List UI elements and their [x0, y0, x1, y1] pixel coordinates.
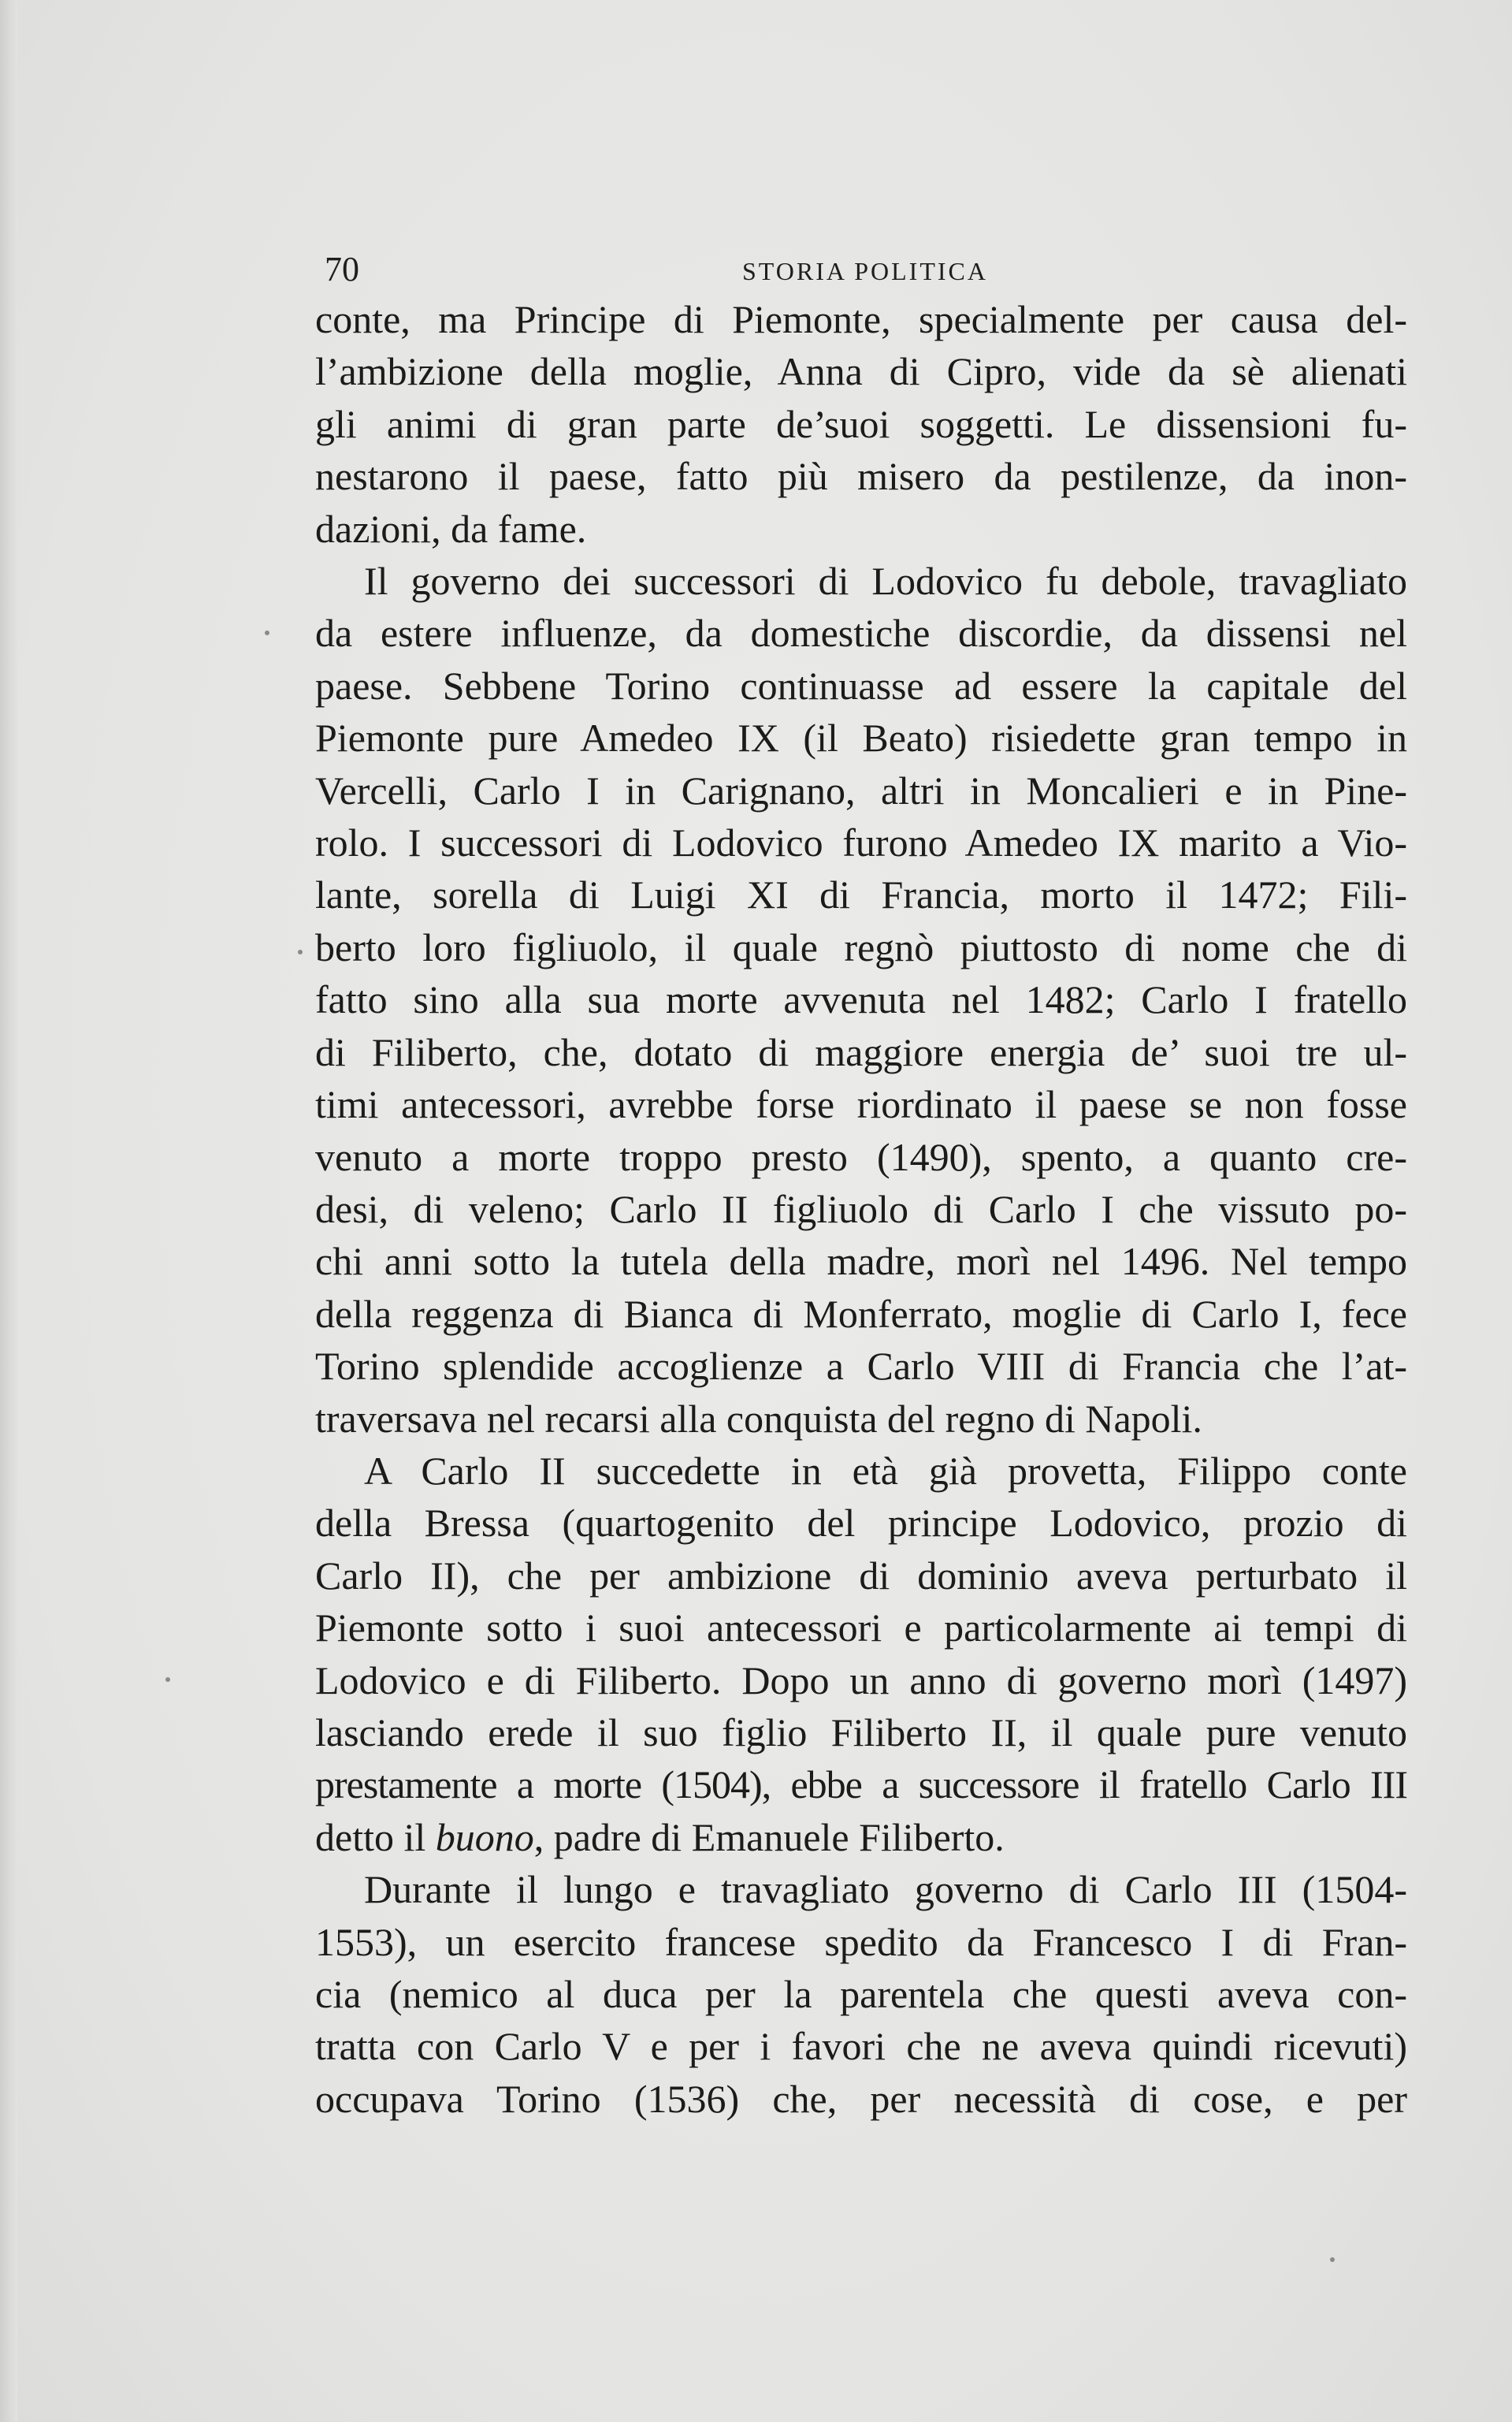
text-line: chi anni sotto la tutela della madre, morì nel 1496. Nel tempo — [315, 1239, 1407, 1284]
text-line: lasciando erede il suo figlio Filiberto II, il quale pure venuto — [315, 1710, 1407, 1754]
paper-speck — [298, 950, 303, 954]
body-text — [315, 293, 1407, 2125]
paper-speck — [165, 1677, 170, 1682]
text-line: Il governo dei successori di Lodovico fu debole, travagliato — [364, 559, 1407, 604]
text-line: Vercelli, Carlo I in Carignano, altri in Moncalieri e in Pine- — [315, 768, 1407, 813]
paragraph-1 — [315, 293, 1407, 555]
text-line: Torino splendide accoglienze a Carlo VIII di Francia che l’at- — [315, 1344, 1407, 1389]
text-line: cia (nemico al duca per la parentela che questi aveva con- — [315, 1972, 1407, 2016]
text-line: venuto a morte troppo presto (1490), spento, a quanto cre- — [315, 1134, 1407, 1179]
text-line: di Filiberto, che, dotato di maggiore energia de’ suoi tre ul- — [315, 1029, 1407, 1074]
text-line: paese. Sebbene Torino continuasse ad essere la capitale del — [315, 663, 1407, 708]
text-line: nestarono il paese, fatto più misero da pestilenze, da inon- — [315, 454, 1407, 499]
paragraph-4 — [315, 1863, 1407, 2125]
text-line: della reggenza di Bianca di Monferrato, moglie di Carlo I, fece — [315, 1291, 1407, 1336]
text-line: lante, sorella di Luigi XI di Francia, morto il 1472; Fili- — [315, 872, 1407, 917]
text-line: conte, ma Principe di Piemonte, specialmente per causa del- — [315, 297, 1407, 341]
text-line: Carlo II), che per ambizione di dominio aveva perturbato il — [315, 1553, 1407, 1598]
text-line: prestamente a morte (1504), ebbe a successore il fratello Carlo III — [315, 1762, 1407, 1807]
paragraph-2 — [315, 555, 1407, 1445]
text-line: 1553), un esercito francese spedito da Francesco I di Fran- — [315, 1919, 1407, 1964]
text-line: della Bressa (quartogenito del principe Lodovico, prozio di — [315, 1501, 1407, 1546]
text-line: Durante il lungo e travagliato governo di Carlo III (1504- — [364, 1867, 1407, 1912]
text-line: berto loro figliuolo, il quale regnò piuttosto di nome che di — [315, 925, 1407, 969]
page-header — [325, 246, 1410, 293]
running-title: STORIA POLITICA — [742, 257, 988, 285]
text-line: Lodovico e di Filiberto. Dopo un anno di governo morì (1497) — [315, 1657, 1407, 1702]
text-line: da estere influenze, da domestiche discordie, da dissensi nel — [315, 611, 1407, 656]
text-fragment: , padre di Emanuele Filiberto. — [533, 1814, 1005, 1859]
text-line: occupava Torino (1536) che, per necessità di cose, e per — [315, 2076, 1407, 2121]
text-line: dazioni, da fame. — [315, 506, 587, 551]
text-line: l’ambizione della moglie, Anna di Cipro, vide da sè alienati — [315, 349, 1407, 394]
text-line: Piemonte sotto i suoi antecessori e particolarmente ai tempi di — [315, 1605, 1407, 1650]
paper-speck — [265, 631, 269, 635]
page-number: 70 — [325, 250, 359, 288]
text-line: A Carlo II succedette in età già provetta, Filippo conte — [364, 1448, 1407, 1493]
text-line: fatto sino alla sua morte avvenuta nel 1482; Carlo I fratello — [315, 977, 1407, 1022]
text-line: rolo. I successori di Lodovico furono Amedeo IX marito a Vio- — [315, 820, 1407, 865]
text-line: desi, di veleno; Carlo II figliuolo di Carlo I che vissuto po- — [315, 1186, 1407, 1231]
italic-word: buono — [435, 1814, 534, 1859]
text-fragment: detto il — [315, 1814, 436, 1859]
text-line: Piemonte pure Amedeo IX (il Beato) risiedette gran tempo in — [315, 716, 1407, 761]
text-line: traversava nel recarsi alla conquista del regno di Napoli. — [315, 1396, 1202, 1441]
text-line: timi antecessori, avrebbe forse riordinato il paese se non fosse — [315, 1082, 1407, 1127]
paragraph-3 — [315, 1445, 1407, 1863]
text-line-with-italic — [315, 1811, 1407, 1863]
paper-speck — [1330, 2257, 1335, 2262]
text-line: gli animi di gran parte de’suoi soggetti. Le dissensioni fu- — [315, 401, 1407, 446]
page-binding-edge — [0, 0, 17, 2422]
text-line: tratta con Carlo V e per i favori che ne aveva quindi ricevuti) — [315, 2024, 1407, 2069]
